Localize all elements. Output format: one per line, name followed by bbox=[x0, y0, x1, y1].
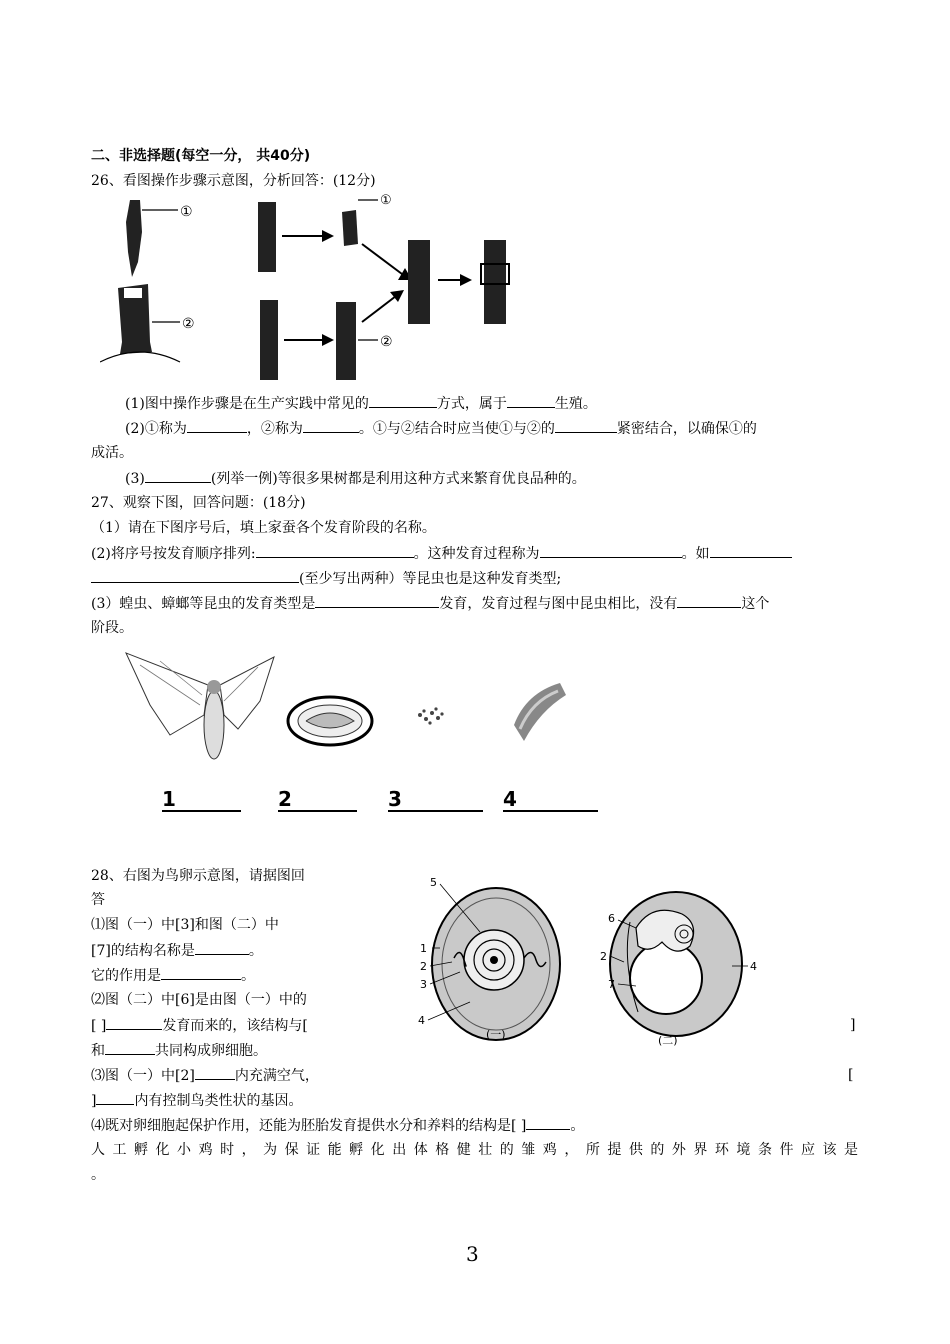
q28-line-3: ⑴图（一）中[3]和图（二）中 bbox=[91, 917, 279, 933]
grafting-figure bbox=[100, 192, 540, 382]
stage-line-1[interactable] bbox=[162, 810, 241, 812]
egg2-label-4: 4 bbox=[750, 960, 757, 973]
q26-title: 26、看图操作步骤示意图，分析回答：(12分) bbox=[91, 173, 376, 189]
stage-label-1: 1 bbox=[162, 787, 176, 811]
egg2-label-6: 6 bbox=[608, 912, 615, 925]
q28-line-8: 和 共同构成卵细胞。 bbox=[91, 1040, 267, 1061]
larva-drawing bbox=[514, 683, 566, 741]
q28-line-7: [ ] 发育而来的，该结构与[ bbox=[91, 1015, 308, 1036]
egg1-label-1: 1 bbox=[420, 942, 427, 955]
stage-line-4[interactable] bbox=[503, 810, 598, 812]
q26-line-2b: 成活。 bbox=[91, 445, 133, 461]
q26-line-3: (3) (列举一例)等很多果树都是利用这种方式来繁育优良品种的。 bbox=[125, 468, 586, 489]
eggs-drawing bbox=[418, 707, 444, 724]
q27-line-1: （1）请在下图序号后，填上家蚕各个发育阶段的名称。 bbox=[91, 520, 436, 536]
egg1-label-5: 5 bbox=[430, 876, 437, 889]
q27-line-2: (2)将序号按发育顺序排列: 。这种发育过程称为 。如 bbox=[91, 543, 792, 564]
q28-line-7-end: ] bbox=[850, 1017, 856, 1033]
scion-shape bbox=[126, 200, 142, 277]
q26-line-1: (1)图中操作步骤是在生产实践中常见的 方式，属于 生殖。 bbox=[125, 393, 597, 414]
egg1-label-2: 2 bbox=[420, 960, 427, 973]
q28-line-10: ] 内有控制鸟类性状的基因。 bbox=[91, 1090, 302, 1111]
stage-label-4: 4 bbox=[503, 787, 517, 811]
q28-line-9-end: [ bbox=[848, 1067, 854, 1083]
page-number: 3 bbox=[466, 1242, 479, 1266]
q28-line-12: 人工孵化小鸡时，为保证能孵化出体格健壮的雏鸡，所提供的外界环境条件应该是 bbox=[91, 1142, 859, 1158]
q27-line-4: (3）蝗虫、蟑螂等昆虫的发育类型是 发育，发育过程与图中昆虫相比，没有 这个 bbox=[91, 593, 769, 614]
q27-title: 27、观察下图，回答问题：(18分) bbox=[91, 495, 306, 511]
q28-line-4: [7]的结构名称是 。 bbox=[91, 940, 263, 961]
egg1-caption: (一) bbox=[486, 1028, 506, 1041]
q27-line-5: 阶段。 bbox=[91, 620, 133, 636]
q28-line-13: 。 bbox=[91, 1167, 105, 1183]
stage-label-3: 3 bbox=[388, 787, 402, 811]
fig-mark-4: ② bbox=[380, 334, 393, 350]
stage-label-2: 2 bbox=[278, 787, 292, 811]
cocoon-drawing bbox=[288, 697, 372, 745]
fig-mark-3: ① bbox=[380, 193, 392, 208]
section-title: 二、非选择题(每空一分， 共40分) bbox=[91, 148, 311, 164]
bird-egg-figure bbox=[400, 862, 780, 1052]
egg2-label-7: 7 bbox=[608, 978, 615, 991]
q27-line-3: (至少写出两种）等昆虫也是这种发育类型; bbox=[91, 568, 561, 589]
egg2-caption: (二) bbox=[658, 1034, 678, 1047]
q28-line-1: 28、右图为鸟卵示意图，请据图回 bbox=[91, 868, 305, 884]
fig-mark-1: ① bbox=[180, 204, 193, 220]
q28-line-2: 答 bbox=[91, 892, 105, 908]
q26-line-2: (2)①称为 ，②称为 。①与②结合时应当使①与②的 紧密结合，以确保①的 bbox=[125, 418, 757, 439]
q28-line-5: 它的作用是 。 bbox=[91, 965, 255, 986]
stage-line-2[interactable] bbox=[278, 810, 357, 812]
q28-line-6: ⑵图（二）中[6]是由图（一）中的 bbox=[91, 992, 307, 1008]
moth-drawing bbox=[126, 653, 274, 759]
fig-mark-2: ② bbox=[182, 316, 195, 332]
stage-line-3[interactable] bbox=[388, 810, 483, 812]
egg1-label-4: 4 bbox=[418, 1014, 425, 1027]
egg1-label-3: 3 bbox=[420, 978, 427, 991]
q28-line-9: ⑶图（一）中[2] 内充满空气， bbox=[91, 1065, 319, 1086]
silkworm-figure bbox=[120, 645, 580, 770]
egg2-label-2: 2 bbox=[600, 950, 607, 963]
q28-line-11: ⑷既对卵细胞起保护作用，还能为胚胎发育提供水分和养料的结构是[ ] 。 bbox=[91, 1115, 584, 1136]
